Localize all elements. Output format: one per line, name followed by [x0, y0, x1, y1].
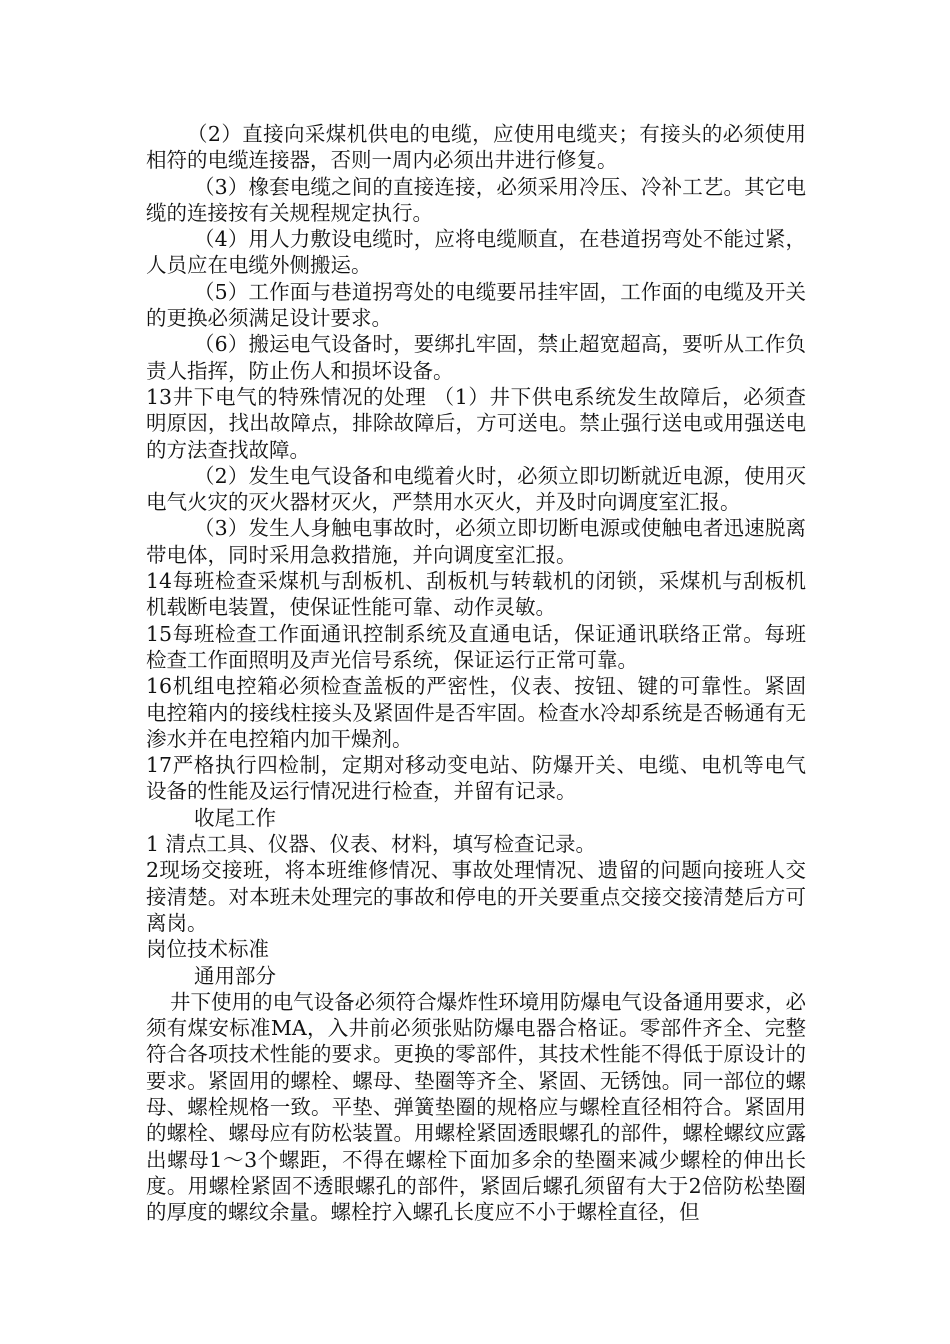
paragraph-section-16: 16机组电控箱必须检查盖板的严密性，仪表、按钮、键的可靠性。紧固电控箱内的接线柱接头及紧固件是否牢固。检查水冷却系统是否畅通有无渗水并在电控箱内加干燥剂。: [146, 674, 806, 751]
paragraph-closing-1: 1 清点工具、仪器、仪表、材料，填写检查记录。: [146, 832, 597, 857]
paragraph-cable-clamp: （2）直接向采煤机供电的电缆，应使用电缆夹；有接头的必须使用相符的电缆连接器，否则一周内必须出井进行修复。: [146, 122, 806, 173]
paragraph-fire-handling: （2）发生电气设备和电缆着火时，必须立即切断就近电源，使用灭电气火灾的灭火器材灭火，严禁用水灭火，并及时向调度室汇报。: [146, 463, 806, 515]
paragraph-section-15: 15每班检查工作面通讯控制系统及直通电话，保证通讯联络正常。每班检查工作面照明及声光信号系统，保证运行正常可靠。: [146, 621, 806, 672]
heading-job-standards: 岗位技术标准: [146, 937, 269, 962]
paragraph-cable-hanging: （5）工作面与巷道拐弯处的电缆要吊挂牢固，工作面的电缆及开关的更换必须满足设计要求。: [146, 279, 806, 331]
paragraph-rubber-cable: （3）橡套电缆之间的直接连接，必须采用冷压、冷补工艺。其它电缆的连接按有关规程规定执行。: [146, 174, 806, 225]
paragraph-electric-shock: （3）发生人身触电事故时，必须立即切断电源或使触电者迅速脱离带电体，同时采用急救措施，并向调度室汇报。: [146, 516, 806, 567]
paragraph-manual-laying: （4）用人力敷设电缆时，应将电缆顺直，在巷道拐弯处不能过紧，人员应在电缆外侧搬运。: [146, 227, 806, 278]
paragraph-section-13: 13井下电气的特殊情况的处理 （1）井下供电系统发生故障后，必须查明原因，找出故障点，排除故障后，方可送电。禁止强行送电或用强送电的方法查找故障。: [146, 384, 806, 462]
paragraph-equipment-transport: （6）搬运电气设备时，要绑扎牢固，禁止超宽超高，要听从工作负责人指挥，防止伤人和损坏设备。: [146, 332, 806, 383]
subheading-closing-work: 收尾工作: [194, 805, 276, 830]
paragraph-closing-2: 2现场交接班，将本班维修情况、事故处理情况、遗留的问题向接班人交接清楚。对本班未处理完的事故和停电的开关要重点交接交接清楚后方可离岗。: [146, 858, 806, 935]
subheading-general: 通用部分: [194, 963, 276, 988]
paragraph-section-14: 14每班检查采煤机与刮板机、刮板机与转载机的闭锁，采煤机与刮板机机载断电装置，使保证性能可靠、动作灵敏。: [146, 569, 806, 620]
document-page: [146, 121, 806, 1225]
paragraph-general-requirements: 井下使用的电气设备必须符合爆炸性环境用防爆电气设备通用要求，必须有煤安标准MA，入井前必须张贴防爆电器合格证。零部件齐全、完整符合各项技术性能的要求。更换的零部件，其技术性能不得低于原设计的要求。紧固用的螺栓、螺母、垫圈等齐全、紧固、无锈蚀。同一部位的螺母、螺栓规格一致。平垫、弹簧垫圈的规格应与螺栓直径相符合。紧固用的螺栓、螺母应有防松装置。用螺栓紧固透眼螺孔的部件，螺栓螺纹应露出螺母1～3个螺距，不得在螺栓下面加多余的垫圈来减少螺栓的伸出长度。用螺栓紧固不透眼螺孔的部件，紧固后螺孔须留有大于2倍防松垫圈的厚度的螺纹余量。螺栓拧入螺孔长度应不小于螺栓直径，但: [146, 989, 806, 1225]
paragraph-section-17: 17严格执行四检制，定期对移动变电站、防爆开关、电缆、电机等电气设备的性能及运行情况进行检查，并留有记录。: [146, 753, 806, 804]
